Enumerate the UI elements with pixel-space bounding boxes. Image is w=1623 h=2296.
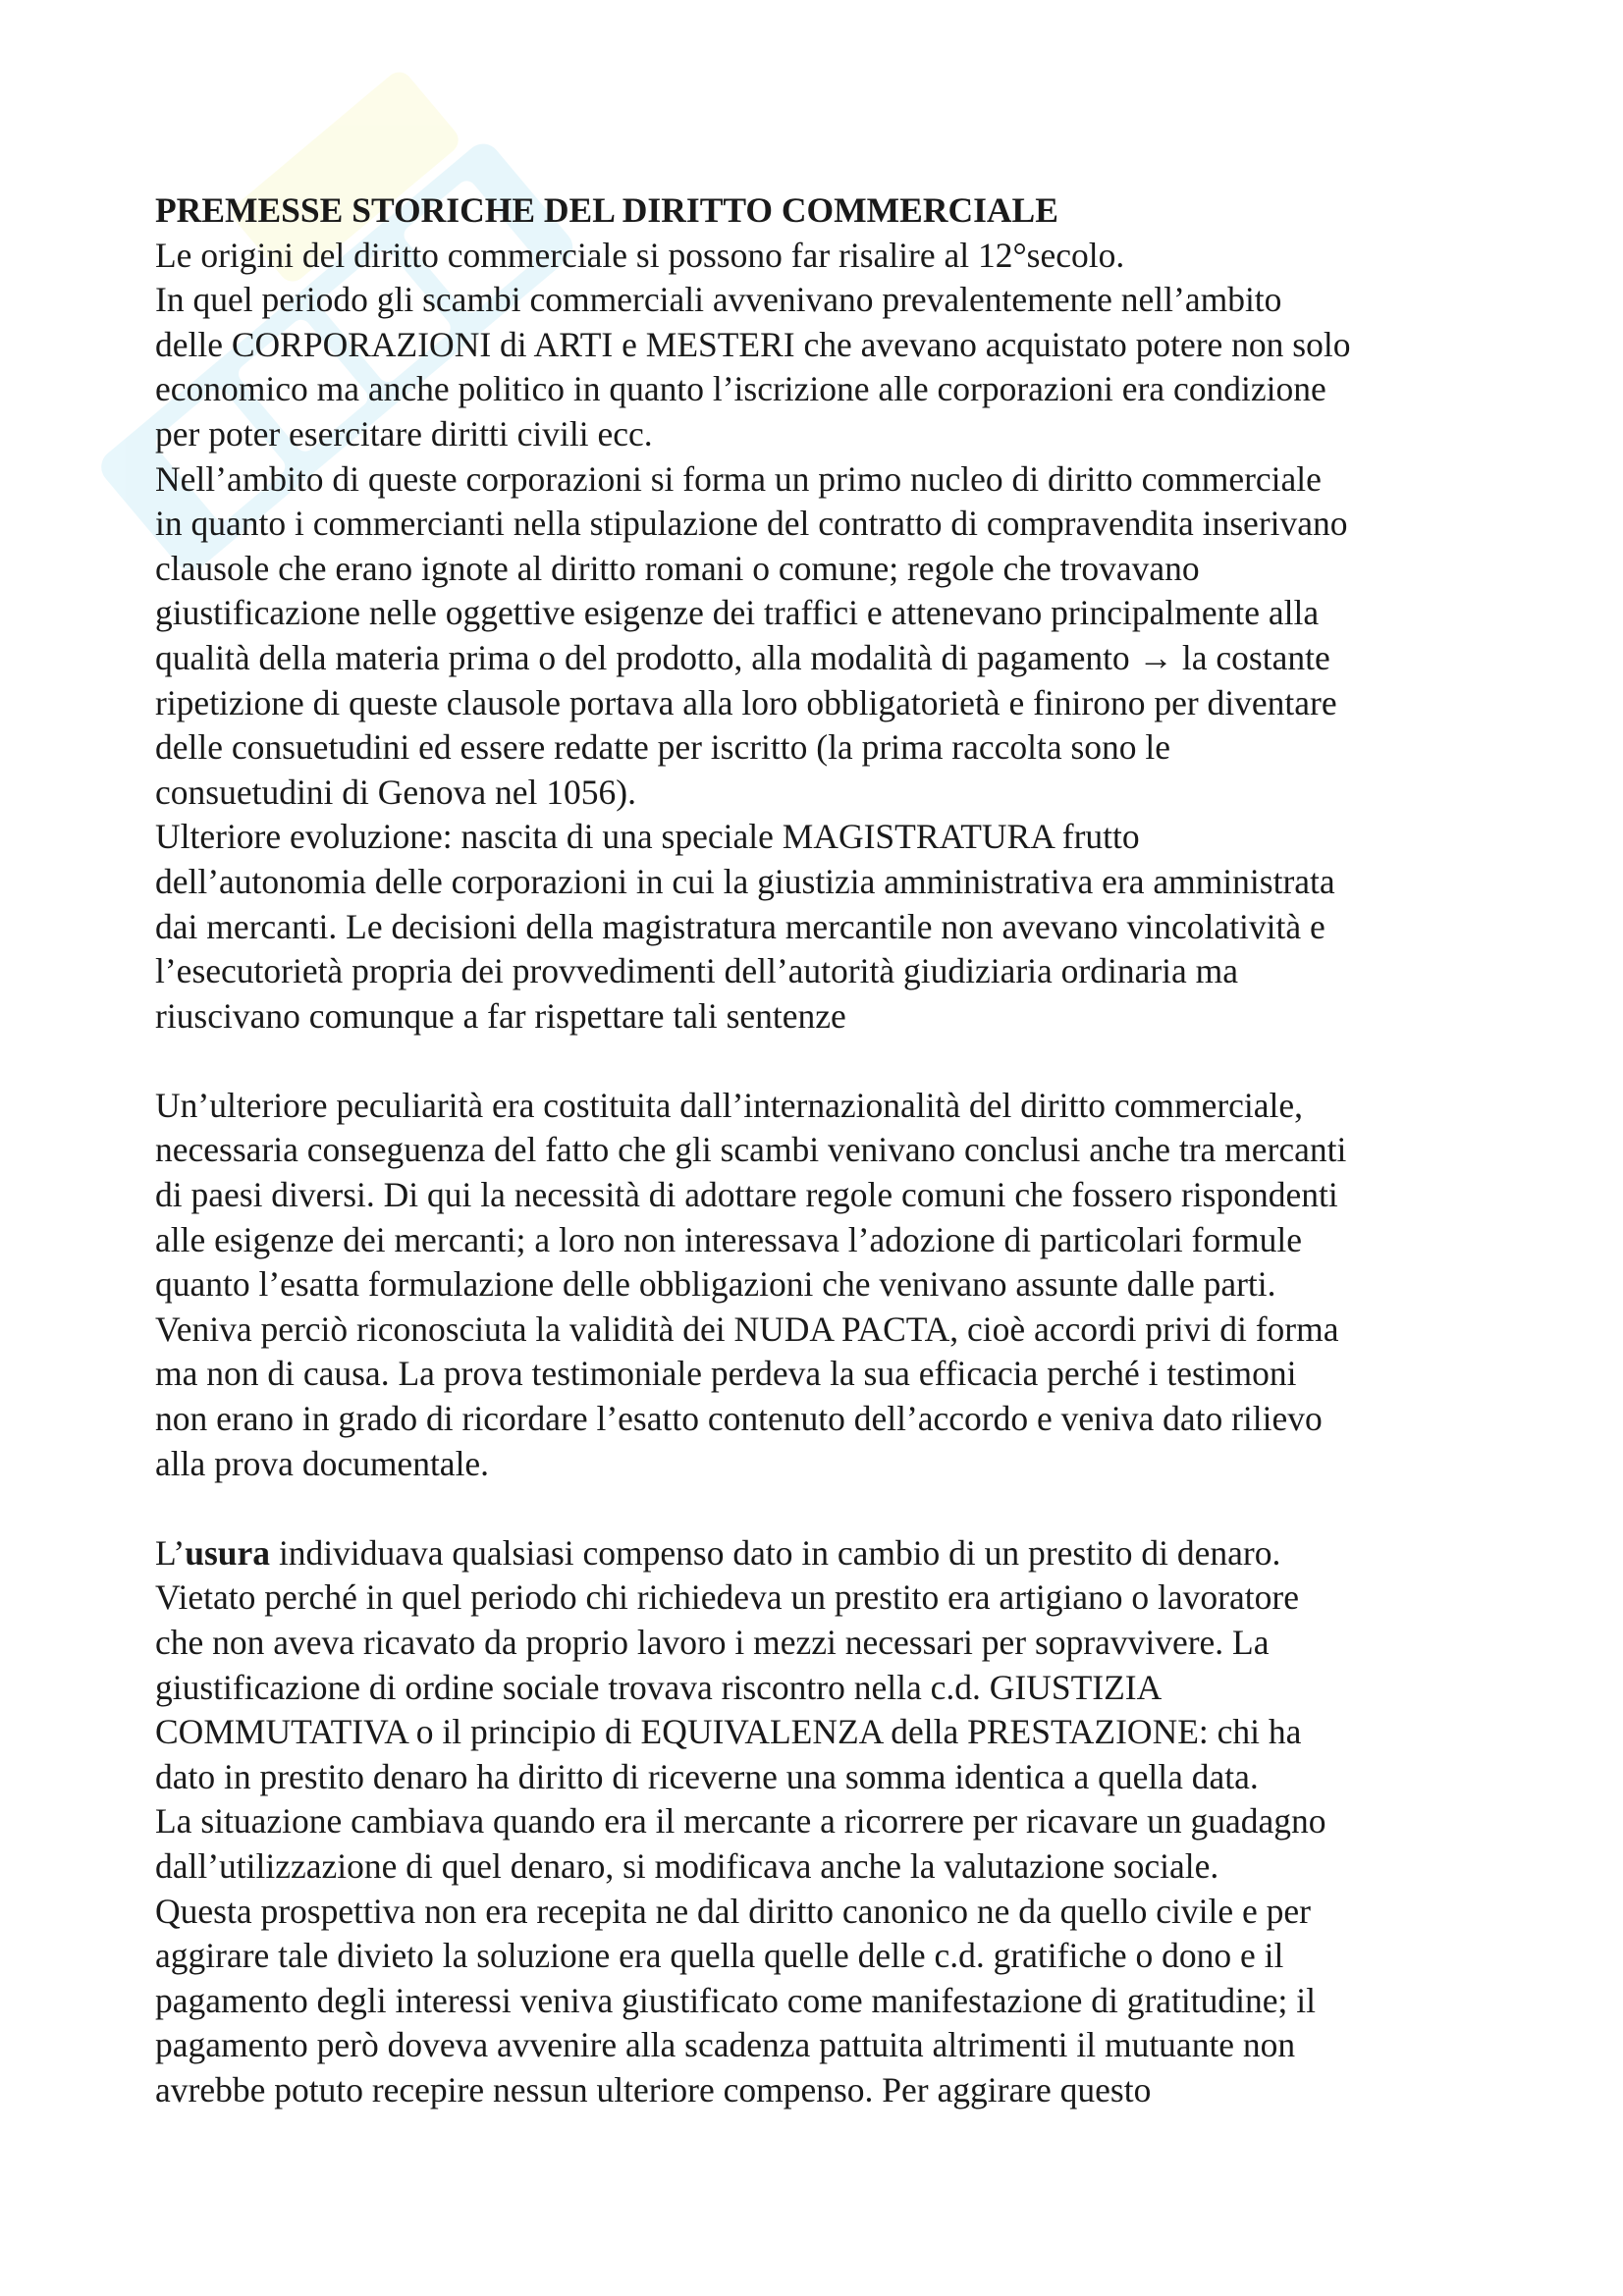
text-line: La situazione cambiava quando era il mercante a ricorrere per ricavare un guadagno bbox=[155, 1801, 1326, 1842]
text-line: Nell’ambito di queste corporazioni si forma un primo nucleo di diritto commerciale bbox=[155, 458, 1322, 499]
text-line: dai mercanti. Le decisioni della magistratura mercantile non avevano vincolatività e bbox=[155, 906, 1325, 946]
text-line: quanto l’esatta formulazione delle obbligazioni che venivano assunte dalle parti. bbox=[155, 1264, 1276, 1305]
text-line: riuscivano comunque a far rispettare tali sentenze bbox=[155, 995, 846, 1036]
text-line: non erano in grado di ricordare l’esatto contenuto dell’accordo e veniva dato rilievo bbox=[155, 1399, 1323, 1439]
paragraph-usury bbox=[155, 1531, 1530, 2113]
text-line: dall’utilizzazione di quel denaro, si modificava anche la valutazione sociale. bbox=[155, 1845, 1219, 1886]
text-line: delle CORPORAZIONI di ARTI e MESTERI che avevano acquistato potere non solo bbox=[155, 324, 1351, 364]
text-line: giustificazione nelle oggettive esigenze dei traffici e attenevano principalmente alla bbox=[155, 593, 1320, 633]
paragraph-internationality bbox=[155, 1084, 1530, 1486]
text-line: avrebbe potuto recepire nessun ulteriore compenso. Per aggirare questo bbox=[155, 2069, 1152, 2109]
text-line: delle consuetudini ed essere redatte per iscritto (la prima raccolta sono le bbox=[155, 727, 1171, 768]
text-line: alle esigenze dei mercanti; a loro non interessava l’adozione di particolari formule bbox=[155, 1219, 1303, 1259]
text-line: Le origini del diritto commerciale si possono far risalire al 12°secolo. bbox=[155, 235, 1125, 275]
text-line: pagamento però doveva avvenire alla scadenza pattuita altrimenti il mutuante non bbox=[155, 2025, 1296, 2065]
usura-prefix: L’ bbox=[155, 1532, 186, 1573]
text-line: consuetudini di Genova nel 1056). bbox=[155, 772, 636, 812]
text-line: l’esecutorietà propria dei provvedimenti dell’autorità giudiziaria ordinaria ma bbox=[155, 951, 1239, 991]
usura-term: usura bbox=[185, 1532, 271, 1573]
text-line: necessaria conseguenza del fatto che gli scambi venivano conclusi anche tra mercanti bbox=[155, 1130, 1347, 1170]
text-line: che non aveva ricavato da proprio lavoro i mezzi necessari per sopravvivere. La bbox=[155, 1623, 1270, 1662]
document-page bbox=[155, 188, 1530, 2113]
text-line: Ulteriore evoluzione: nascita di una speciale MAGISTRATURA frutto bbox=[155, 817, 1140, 857]
text-line: dato in prestito denaro ha diritto di riceverne una somma identica a quella data. bbox=[155, 1756, 1259, 1796]
text-line: In quel periodo gli scambi commerciali avvenivano prevalentemente nell’ambito bbox=[155, 280, 1282, 320]
document-title: PREMESSE STORICHE DEL DIRITTO COMMERCIALE bbox=[155, 190, 1058, 230]
text-line: pagamento degli interessi veniva giustificato come manifestazione di gratitudine; il bbox=[155, 1980, 1316, 2020]
text-line: ma non di causa. La prova testimoniale perdeva la sua efficacia perché i testimoni bbox=[155, 1354, 1297, 1394]
paragraph-origins bbox=[155, 234, 1530, 1040]
text-line: Veniva perciò riconosciuta la validità dei NUDA PACTA, cioè accordi privi di forma bbox=[155, 1308, 1339, 1349]
text-line: per poter esercitare diritti civili ecc. bbox=[155, 413, 653, 454]
text-line: Vietato perché in quel periodo chi richiedeva un prestito era artigiano o lavoratore bbox=[155, 1577, 1299, 1618]
text-line: dell’autonomia delle corporazioni in cui la giustizia amministrativa era amministrata bbox=[155, 861, 1335, 901]
text-line: di paesi diversi. Di qui la necessità di adottare regole comuni che fossero rispondenti bbox=[155, 1175, 1338, 1215]
text-line: Questa prospettiva non era recepita ne dal diritto canonico ne da quello civile e per bbox=[155, 1891, 1311, 1931]
paragraph-spacer bbox=[155, 1486, 1530, 1531]
text-line: clausole che erano ignote al diritto romani o comune; regole che trovavano bbox=[155, 548, 1200, 588]
paragraph-spacer bbox=[155, 1039, 1530, 1084]
text-line: alla prova documentale. bbox=[155, 1443, 490, 1483]
text-line: in quanto i commercianti nella stipulazione del contratto di compravendita inserivano bbox=[155, 504, 1348, 544]
text-line: giustificazione di ordine sociale trovava riscontro nella c.d. GIUSTIZIA bbox=[155, 1667, 1163, 1707]
text-line: economico ma anche politico in quanto l’iscrizione alle corporazioni era condizione bbox=[155, 369, 1326, 409]
text-line: aggirare tale divieto la soluzione era quella quelle delle c.d. gratifiche o dono e il bbox=[155, 1936, 1284, 1976]
text-line: ripetizione di queste clausole portava alla loro obbligatorietà e finirono per diventare bbox=[155, 682, 1337, 722]
text-line bbox=[155, 1531, 1530, 1576]
text-line: COMMUTATIVA o il principio di EQUIVALENZA della PRESTAZIONE: chi ha bbox=[155, 1712, 1302, 1752]
text-line: qualità della materia prima o del prodotto, alla modalità di pagamento → la costante bbox=[155, 637, 1330, 677]
usura-suffix: individuava qualsiasi compenso dato in cambio di un prestito di denaro. bbox=[270, 1532, 1281, 1573]
text-line: Un’ulteriore peculiarità era costituita dall’internazionalità del diritto commerciale, bbox=[155, 1085, 1304, 1125]
